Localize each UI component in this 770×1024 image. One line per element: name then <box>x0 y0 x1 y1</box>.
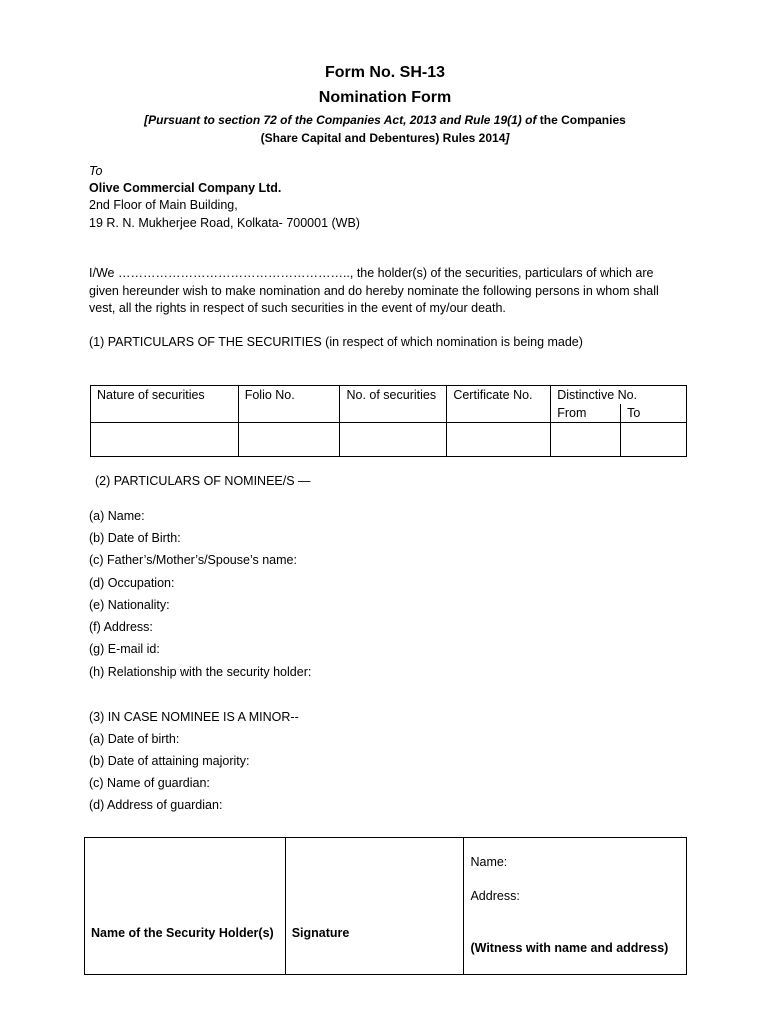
nominee-dob-label: (b) Date of Birth: <box>89 531 181 545</box>
section2-heading: (2) PARTICULARS OF NOMINEE/S — <box>95 474 311 488</box>
section3-heading: (3) IN CASE NOMINEE IS A MINOR-- <box>89 710 299 724</box>
form-title: Nomination Form <box>318 89 452 106</box>
cell-nature[interactable] <box>91 423 239 457</box>
cell-count[interactable] <box>340 423 447 457</box>
nominee-name-label: (a) Name: <box>89 509 145 523</box>
minor-guardian-address-label: (d) Address of guardian: <box>89 798 223 812</box>
witness-name-label: Name: <box>470 855 508 869</box>
minor-dob-label: (a) Date of birth: <box>89 732 180 746</box>
signature-table <box>84 837 687 975</box>
nominee-address-label: (f) Address: <box>89 620 153 634</box>
form-number: Form No. SH-13 <box>324 64 445 81</box>
subtitle-close: ] <box>505 131 510 145</box>
col-nature: Nature of securities <box>91 386 239 423</box>
holder-name-cell: Name of the Security Holder(s) <box>85 838 286 975</box>
section1-heading: (1) PARTICULARS OF THE SECURITIES (in respect of which nomination is being made) <box>89 335 583 349</box>
witness-caption: (Witness with name and address) <box>470 941 669 955</box>
nominee-relationship-label: (h) Relationship with the security holder: <box>89 665 312 679</box>
col-to: To <box>621 404 687 423</box>
nominee-nationality-label: (e) Nationality: <box>89 598 170 612</box>
minor-majority-label: (b) Date of attaining majority: <box>89 754 250 768</box>
address-line2: 19 R. N. Mukherjee Road, Kolkata- 700001 (WB) <box>89 216 360 230</box>
nominee-email-label: (g) E-mail id: <box>89 642 160 656</box>
col-from: From <box>551 404 621 423</box>
declaration-text: I/We ……………………………………………….., the holder(s) of the securities, particulars of which are given hereunder wish to make nomination and do hereby nominate the following persons in whom shall vest, all the rights in respect of such securities in the event of my/our death. <box>89 266 659 315</box>
nominee-parent-label: (c) Father’s/Mother’s/Spouse’s name: <box>89 553 297 567</box>
subtitle-line2: (Share Capital and Debentures) Rules 2014 <box>260 131 506 145</box>
nominee-occupation-label: (d) Occupation: <box>89 576 175 590</box>
col-folio: Folio No. <box>238 386 340 423</box>
form-subtitle <box>0 113 770 127</box>
signature-cell: Signature <box>285 838 464 975</box>
minor-guardian-label: (c) Name of guardian: <box>89 776 210 790</box>
col-distinctive: Distinctive No. <box>551 386 687 405</box>
col-count: No. of securities <box>340 386 447 423</box>
col-certificate: Certificate No. <box>447 386 551 423</box>
witness-cell <box>464 838 687 975</box>
cell-folio[interactable] <box>238 423 340 457</box>
securities-table <box>90 385 687 457</box>
subtitle-rest: the Companies <box>536 113 626 127</box>
cell-from[interactable] <box>551 423 621 457</box>
address-to: To <box>89 164 103 178</box>
cell-certificate[interactable] <box>447 423 551 457</box>
company-name: Olive Commercial Company Ltd. <box>89 181 282 195</box>
cell-to[interactable] <box>621 423 687 457</box>
address-line1: 2nd Floor of Main Building, <box>89 198 238 212</box>
witness-address-label: Address: <box>470 889 520 903</box>
form-subtitle-line2 <box>0 131 770 145</box>
subtitle-italic: [Pursuant to section 72 of the Companies Act, 2013 and Rule 19(1) of <box>144 113 537 127</box>
